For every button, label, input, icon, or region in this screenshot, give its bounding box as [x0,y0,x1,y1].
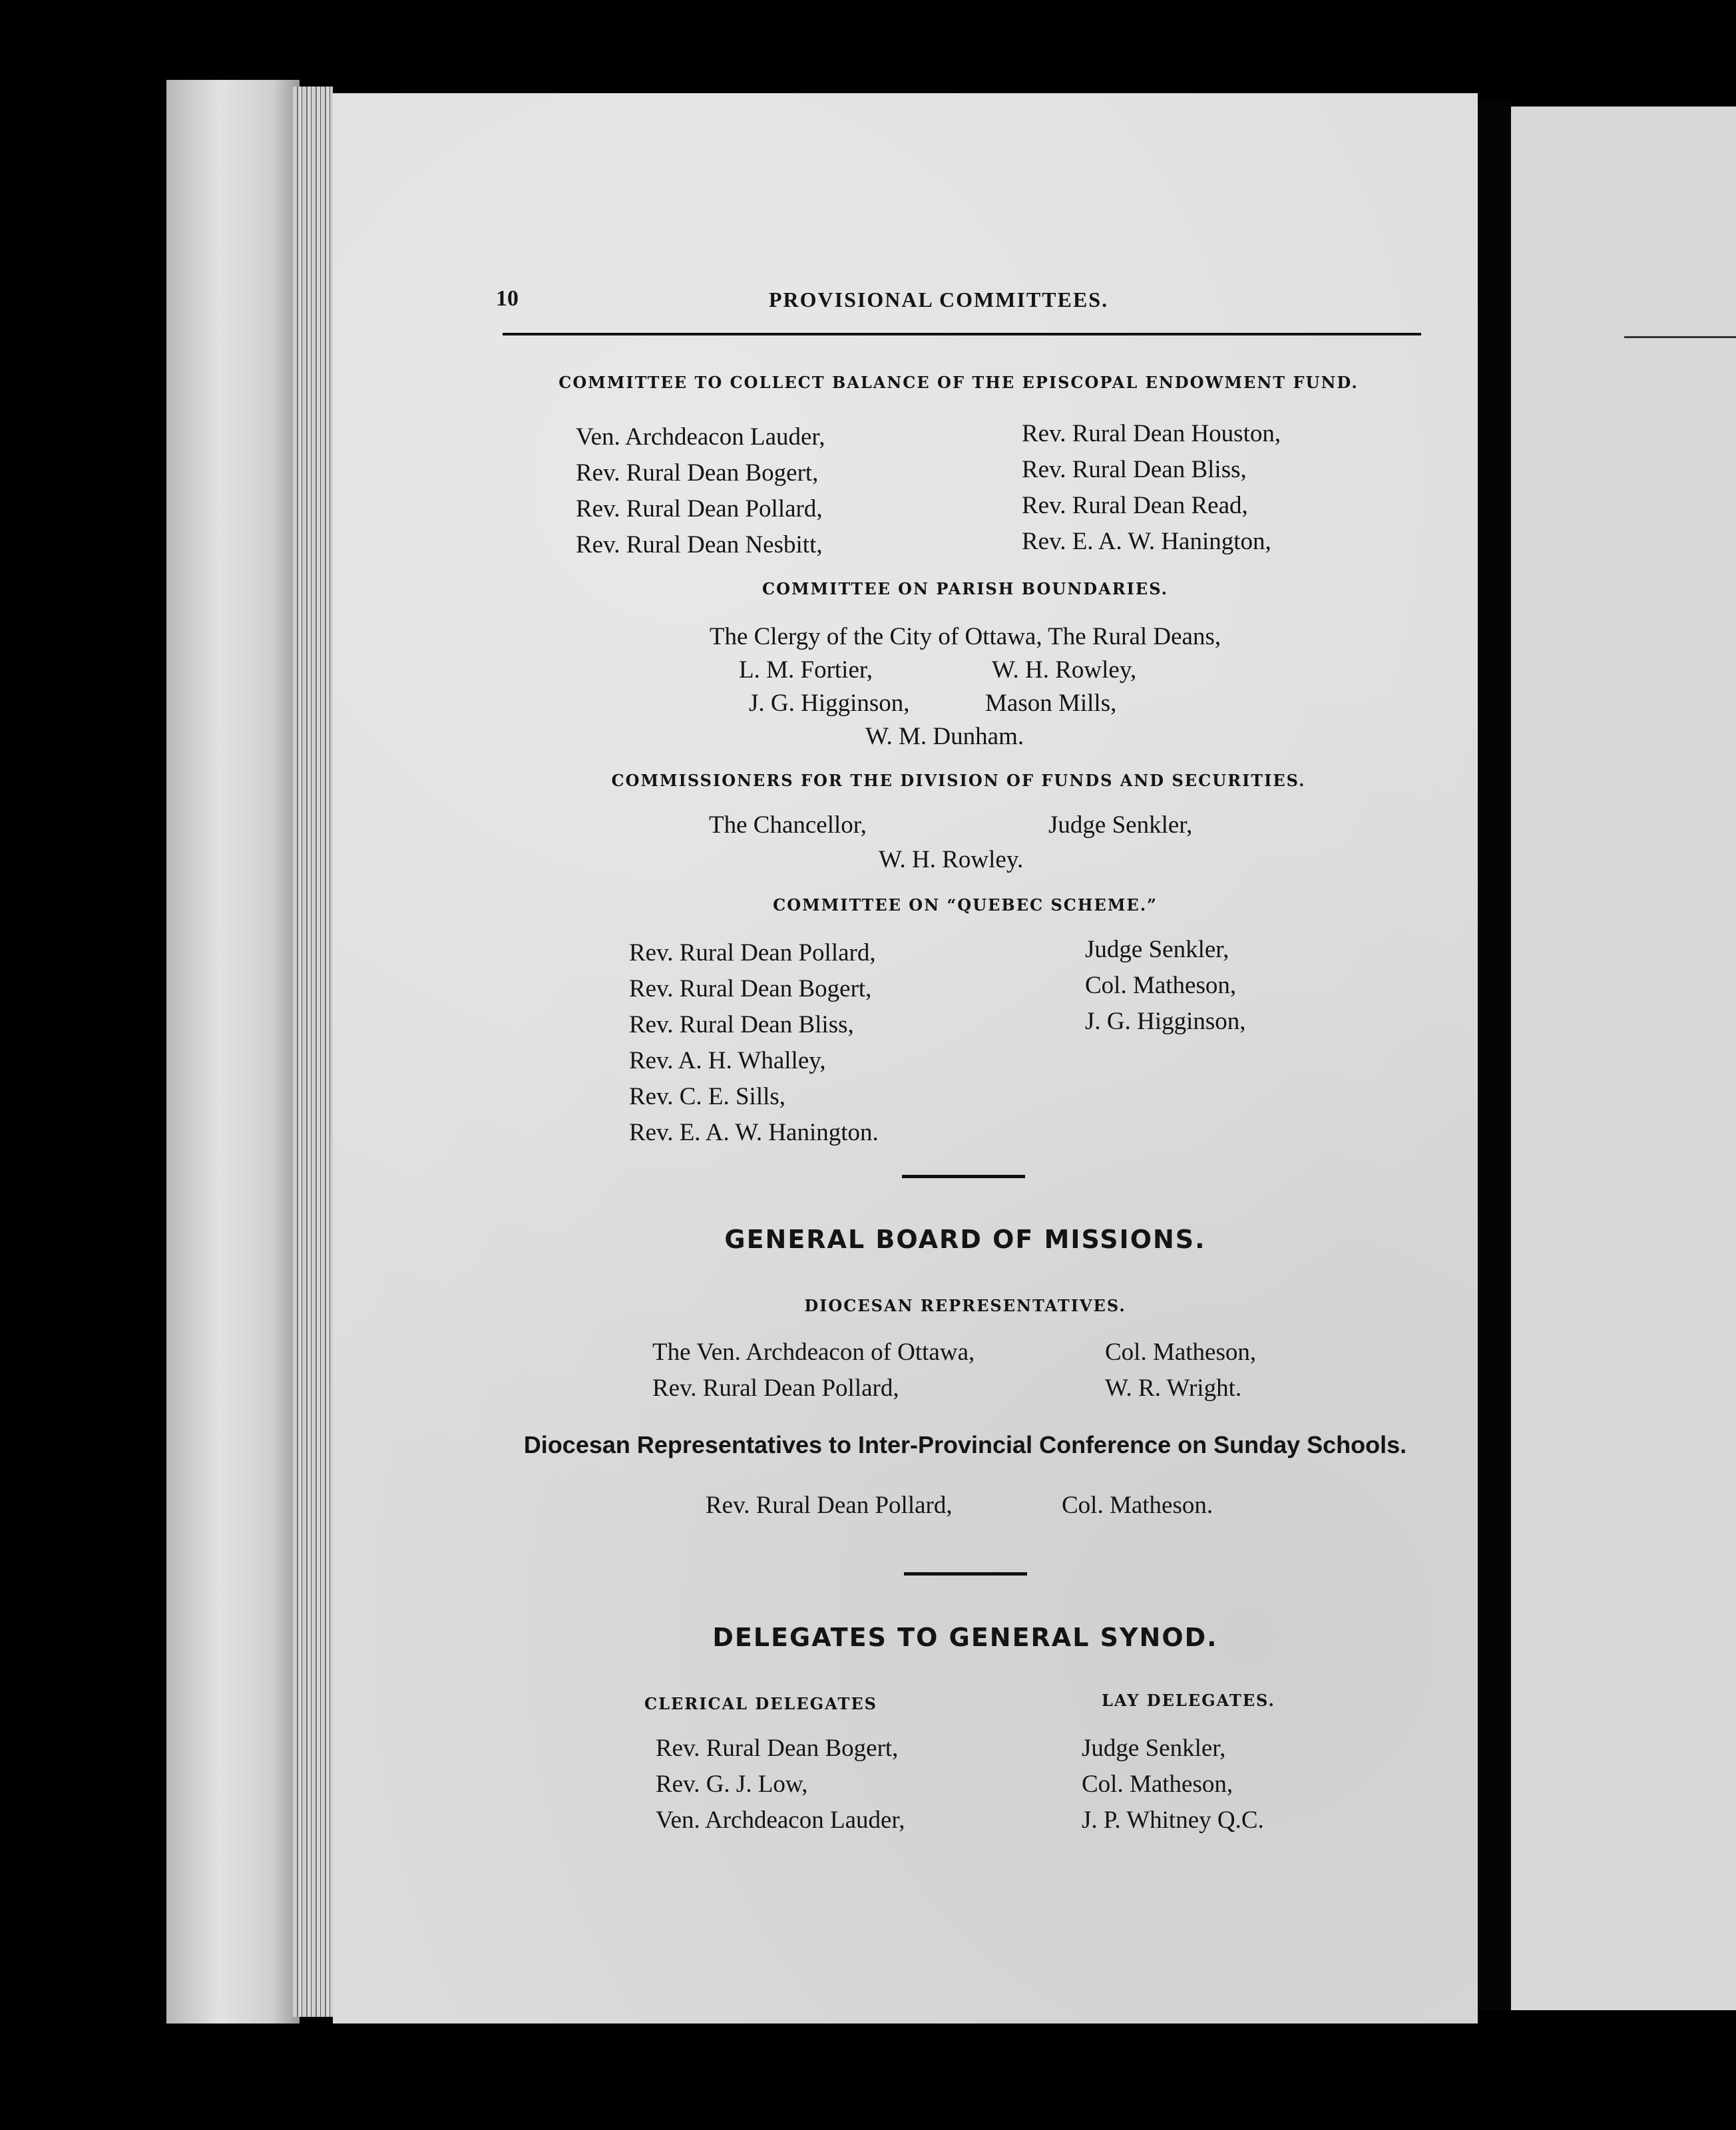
endowment-left-list [576,419,825,563]
commissioners-right: Judge Senkler, [1048,811,1193,839]
endowment-heading: COMMITTEE TO COLLECT BALANCE OF THE EPISCOPAL ENDOWMENT FUND. [558,373,1359,392]
list-item: Col. Matheson, [1085,972,1237,999]
list-item: Rev. Rural Dean Pollard, [652,1375,899,1402]
list-item: Rev. Rural Dean Pollard, [629,939,876,966]
quebec-right-list [1085,932,1246,1040]
page-number: 10 [496,286,519,311]
missions-subheading: DIOCESAN REPRESENTATIVES. [804,1296,1126,1315]
list-item: Rev. G. J. Low, [656,1771,808,1798]
parish-row2-left: L. M. Fortier, [739,656,873,684]
sunday-schools-right: Col. Matheson. [1062,1492,1213,1519]
list-item: Rev. Rural Dean Bogert, [576,459,819,487]
list-item: Ven. Archdeacon Lauder, [576,423,825,451]
clerical-list [656,1731,905,1838]
list-item: Rev. E. A. W. Hanington. [629,1119,879,1146]
synod-title: DELEGATES TO GENERAL SYNOD. [712,1623,1218,1652]
list-item: Col. Matheson, [1082,1771,1233,1798]
clerical-heading: CLERICAL DELEGATES [644,1694,877,1713]
page-header [496,286,1421,320]
parish-row2-right: W. H. Rowley, [992,656,1137,684]
list-item: Rev. Rural Dean Bliss, [629,1011,854,1038]
header-rule [503,333,1421,335]
lay-list [1082,1731,1264,1838]
missions-right-list [1105,1335,1256,1406]
list-item: Rev. Rural Dean Read, [1022,492,1248,519]
facing-page-rule [1624,336,1736,338]
page-edges [293,87,333,2017]
list-item: Rev. A. H. Whalley, [629,1047,826,1074]
sunday-schools-left: Rev. Rural Dean Pollard, [706,1492,953,1519]
list-item: J. G. Higginson, [1085,1008,1246,1035]
missions-title: GENERAL BOARD OF MISSIONS. [724,1225,1206,1254]
parish-heading: COMMITTEE ON PARISH BOUNDARIES. [761,579,1169,598]
parish-line-1: The Clergy of the City of Ottawa, The Rural Deans, [709,623,1221,650]
list-item: Judge Senkler, [1085,936,1229,963]
left-page-margin [166,80,300,2024]
list-item: Judge Senkler, [1082,1735,1226,1762]
quebec-heading: COMMITTEE ON “QUEBEC SCHEME.” [773,895,1158,915]
list-item: Col. Matheson, [1105,1339,1257,1366]
parish-row3-right: Mason Mills, [985,690,1117,717]
list-item: J. P. Whitney Q.C. [1082,1807,1264,1834]
quebec-left-list [629,935,879,1151]
list-item: Rev. Rural Dean Bogert, [656,1735,899,1762]
facing-page-edge [1511,106,1736,2010]
list-item: Ven. Archdeacon Lauder, [656,1807,905,1834]
running-title: PROVISIONAL COMMITTEES. [769,288,1109,312]
commissioners-left: The Chancellor, [709,811,867,839]
missions-left-list [652,1335,975,1406]
list-item: Rev. E. A. W. Hanington, [1022,528,1271,555]
list-item: Rev. C. E. Sills, [629,1083,786,1110]
sunday-schools-title: Diocesan Representatives to Inter-Provincial Conference on Sunday Schools. [523,1431,1407,1458]
list-item: W. R. Wright. [1105,1375,1242,1402]
list-item: Rev. Rural Dean Bogert, [629,975,872,1002]
list-item: Rev. Rural Dean Nesbitt, [576,531,823,558]
list-item: Rev. Rural Dean Houston, [1022,420,1281,447]
section-divider [904,1572,1027,1576]
list-item: Rev. Rural Dean Pollard, [576,495,823,523]
endowment-right-list [1022,416,1281,560]
commissioners-heading: COMMISSIONERS FOR THE DIVISION OF FUNDS AND SECURITIES. [611,771,1306,790]
parish-row3-left: J. G. Higginson, [749,690,910,717]
book-gutter [1479,100,1511,2010]
list-item: Rev. Rural Dean Bliss, [1022,456,1247,483]
list-item: The Ven. Archdeacon of Ottawa, [652,1339,975,1366]
parish-line-4: W. M. Dunham. [865,723,1024,750]
lay-heading: LAY DELEGATES. [1102,1691,1275,1710]
section-divider [902,1175,1025,1178]
commissioners-center: W. H. Rowley. [879,846,1024,873]
